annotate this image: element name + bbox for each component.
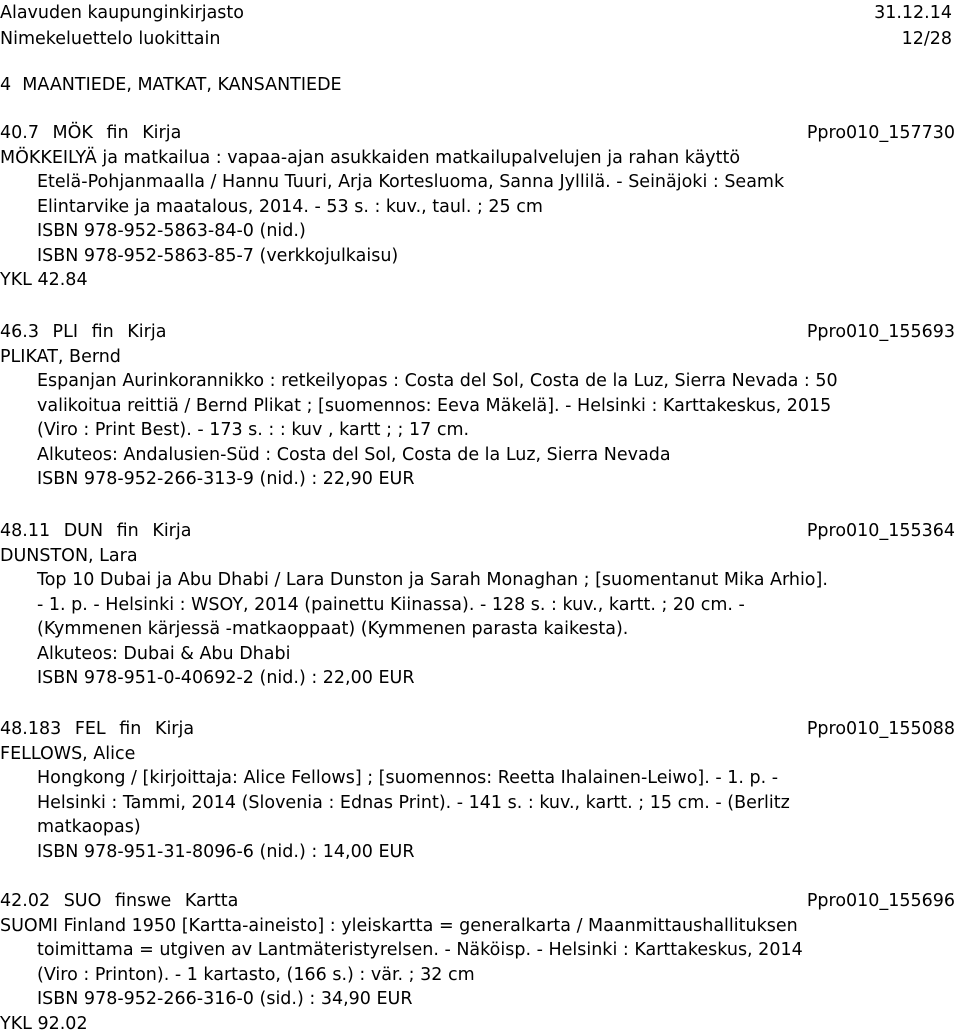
entry-line: Etelä-Pohjanmaalla / Hannu Tuuri, Arja Kortesluoma, Sanna Jyllilä. - Seinäjoki : Seamk [0, 170, 955, 195]
entry-heading [0, 889, 955, 914]
entry-line: (Viro : Print Best). - 173 s. : : kuv , kartt ; ; 17 cm. [0, 418, 955, 443]
entry-type: Kirja [155, 719, 194, 739]
entry-heading [0, 320, 955, 345]
entry-original-title: Alkuteos: Andalusien-Süd : Costa del Sol, Costa de la Luz, Sierra Nevada [0, 443, 955, 468]
entry-isbn: ISBN 978-951-0-40692-2 (nid.) : 22,00 EUR [0, 666, 955, 691]
entry-id: Ppro010_155364 [807, 519, 955, 544]
entry-language: fin [106, 123, 128, 143]
entry-ykl: YKL 92.02 [0, 1012, 955, 1036]
entry-line: Hongkong / [kirjoittaja: Alice Fellows] ; [suomennos: Reetta Ihalainen-Leiwo]. - 1. p. - [0, 766, 955, 791]
entry-id: Ppro010_157730 [807, 121, 955, 146]
catalog-entry [0, 717, 955, 864]
entry-isbn: ISBN 978-952-266-316-0 (sid.) : 34,90 EUR [0, 987, 955, 1012]
entry-code: MÖK [53, 123, 93, 143]
entry-line: Helsinki : Tammi, 2014 (Slovenia : Ednas Print). - 141 s. : kuv., kartt. ; 15 cm. - (Berlitz [0, 791, 955, 816]
entry-heading [0, 717, 955, 742]
entry-id: Ppro010_155693 [807, 320, 955, 345]
entry-code: FEL [75, 719, 106, 739]
entry-type: Kirja [142, 123, 181, 143]
entry-line: valikoitua reittiä / Bernd Plikat ; [suomennos: Eeva Mäkelä]. - Helsinki : Karttakeskus, 2015 [0, 394, 955, 419]
entry-isbn: ISBN 978-951-31-8096-6 (nid.) : 14,00 EUR [0, 840, 955, 865]
entry-type: Kirja [152, 521, 191, 541]
entry-line: (Kymmenen kärjessä -matkaoppaat) (Kymmenen parasta kaikesta). [0, 617, 955, 642]
entry-language: finswe [115, 891, 171, 911]
catalog-entry [0, 320, 955, 492]
entry-type: Kartta [185, 891, 239, 911]
page-number: 12/28 [902, 26, 952, 52]
entry-line: matkaopas) [0, 815, 955, 840]
entry-line: Top 10 Dubai ja Abu Dhabi / Lara Dunston ja Sarah Monaghan ; [suomentanut Mika Arhio]. [0, 568, 955, 593]
catalog-entry [0, 519, 955, 691]
entry-ykl: YKL 42.84 [0, 268, 955, 293]
entry-id: Ppro010_155088 [807, 717, 955, 742]
print-date: 31.12.14 [874, 0, 952, 26]
entry-heading [0, 121, 955, 146]
entry-line: - 1. p. - Helsinki : WSOY, 2014 (painettu Kiinassa). - 128 s. : kuv., kartt. ; 20 cm. - [0, 593, 955, 618]
entry-author: FELLOWS, Alice [0, 742, 955, 767]
entry-language: fin [92, 322, 114, 342]
entry-isbn: ISBN 978-952-266-313-9 (nid.) : 22,90 EUR [0, 467, 955, 492]
entry-code: DUN [64, 521, 103, 541]
entry-line: Espanjan Aurinkorannikko : retkeilyopas : Costa del Sol, Costa de la Luz, Sierra Nevada : 50 [0, 369, 955, 394]
entry-line: MÖKKEILYÄ ja matkailua : vapaa-ajan asukkaiden matkailupalvelujen ja rahan käyttö [0, 146, 955, 171]
entry-line: (Viro : Printon). - 1 kartasto, (166 s.) : vär. ; 32 cm [0, 963, 955, 988]
entry-language: fin [119, 719, 141, 739]
entry-class: 46.3 [0, 322, 39, 342]
entry-code: SUO [64, 891, 102, 911]
page-header [0, 0, 952, 52]
catalog-entry [0, 889, 955, 1036]
entry-author: DUNSTON, Lara [0, 544, 955, 569]
header-line-2 [0, 26, 952, 52]
entry-class: 48.11 [0, 521, 50, 541]
entry-class: 48.183 [0, 719, 61, 739]
entry-line: Elintarvike ja maatalous, 2014. - 53 s. : kuv., taul. ; 25 cm [0, 195, 955, 220]
section-title: 4 MAANTIEDE, MATKAT, KANSANTIEDE [0, 72, 342, 98]
entry-language: fin [117, 521, 139, 541]
entry-title-line: SUOMI Finland 1950 [Kartta-aineisto] : yleiskartta = generalkarta / Maanmittaushallituksen [0, 914, 955, 939]
entry-isbn: ISBN 978-952-5863-85-7 (verkkojulkaisu) [0, 244, 955, 269]
entry-line: toimittama = utgiven av Lantmäteristyrelsen. - Näköisp. - Helsinki : Karttakeskus, 2014 [0, 938, 955, 963]
entry-class: 40.7 [0, 123, 39, 143]
entry-code: PLI [53, 322, 78, 342]
library-name: Alavuden kaupunginkirjasto [0, 0, 244, 26]
catalog-entry [0, 121, 955, 293]
entry-heading [0, 519, 955, 544]
entry-original-title: Alkuteos: Dubai & Abu Dhabi [0, 642, 955, 667]
list-title: Nimekeluettelo luokittain [0, 26, 220, 52]
entry-class: 42.02 [0, 891, 50, 911]
entry-type: Kirja [127, 322, 166, 342]
entry-isbn: ISBN 978-952-5863-84-0 (nid.) [0, 219, 955, 244]
entry-author: PLIKAT, Bernd [0, 345, 955, 370]
header-line-1 [0, 0, 952, 26]
entry-id: Ppro010_155696 [807, 889, 955, 914]
